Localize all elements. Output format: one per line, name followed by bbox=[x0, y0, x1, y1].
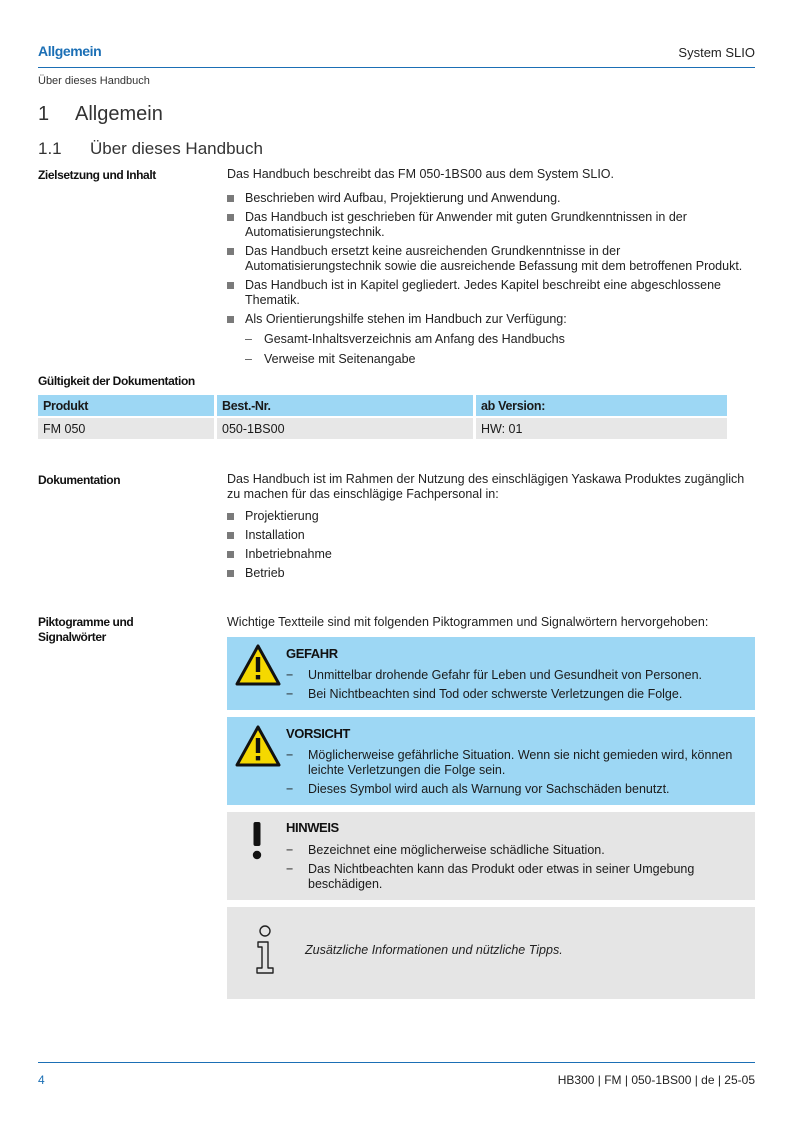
table-header-cell: Best.-Nr. bbox=[217, 395, 473, 416]
notice-list bbox=[286, 843, 741, 896]
footer-divider bbox=[38, 1062, 755, 1063]
section-heading bbox=[38, 139, 263, 159]
caution-list bbox=[286, 748, 741, 801]
goal-bullet-list bbox=[227, 191, 755, 327]
info-icon bbox=[252, 924, 278, 976]
list-item: – Gesamt-Inhaltsverzeichnis am Anfang des Handbuchs bbox=[227, 332, 755, 347]
list-item: Als Orientierungshilfe stehen im Handbuch zur Verfügung: bbox=[227, 312, 755, 327]
list-item: − Unmittelbar drohende Gefahr für Leben und Gesundheit von Personen. bbox=[286, 668, 741, 683]
list-item: Das Handbuch ist geschrieben für Anwender mit guten Grundkenntnissen in der Automatisierungstechnik. bbox=[227, 210, 755, 240]
info-box bbox=[227, 907, 755, 999]
info-text: Zusätzliche Informationen und nützliche Tipps. bbox=[305, 943, 563, 957]
warning-triangle-icon bbox=[235, 644, 281, 686]
goal-intro: Das Handbuch beschreibt das FM 050-1BS00 aus dem System SLIO. bbox=[227, 167, 614, 181]
documentation-label: Dokumentation bbox=[38, 473, 121, 487]
exclamation-icon bbox=[245, 820, 269, 862]
validity-table bbox=[35, 395, 730, 439]
table-row bbox=[38, 416, 727, 439]
document-reference: HB300 | FM | 050-1BS00 | de | 25-05 bbox=[557, 1073, 755, 1087]
goal-label: Zielsetzung und Inhalt bbox=[38, 168, 156, 182]
notice-box bbox=[227, 812, 755, 900]
list-item: Betrieb bbox=[227, 566, 755, 581]
list-item: − Bei Nichtbeachten sind Tod oder schwerste Verletzungen die Folge. bbox=[286, 687, 741, 702]
list-item: Das Handbuch ist in Kapitel gegliedert. Jedes Kapitel beschreibt eine abgeschlossene Thematik. bbox=[227, 278, 755, 308]
documentation-list bbox=[227, 509, 755, 581]
list-item: − Möglicherweise gefährliche Situation. Wenn sie nicht gemieden wird, können leichte Verletzungen die Folge sein. bbox=[286, 748, 741, 778]
header-divider bbox=[38, 67, 755, 68]
caution-title: VORSICHT bbox=[286, 726, 350, 741]
danger-list bbox=[286, 668, 741, 706]
section-title: Über dieses Handbuch bbox=[90, 139, 263, 158]
table-header-row bbox=[38, 395, 727, 416]
section-number: 1.1 bbox=[38, 139, 62, 158]
caution-box bbox=[227, 717, 755, 805]
documentation-section bbox=[227, 472, 755, 581]
pictograms-label: Piktogramme und Signalwörter bbox=[38, 615, 134, 644]
page-number: 4 bbox=[38, 1073, 45, 1087]
table-cell: FM 050 bbox=[38, 416, 214, 439]
list-item: − Dieses Symbol wird auch als Warnung vor Sachschäden benutzt. bbox=[286, 782, 741, 797]
chapter-heading bbox=[38, 103, 163, 126]
table-header-cell: ab Version: bbox=[476, 395, 727, 416]
chapter-number: 1 bbox=[38, 103, 50, 125]
chapter-title: Allgemein bbox=[75, 103, 163, 125]
table-cell: 050-1BS00 bbox=[217, 416, 473, 439]
list-item: Projektierung bbox=[227, 509, 755, 524]
table-header-cell: Produkt bbox=[38, 395, 214, 416]
header-product-name: System SLIO bbox=[678, 45, 755, 60]
list-item: Inbetriebnahme bbox=[227, 547, 755, 562]
validity-table-wrap bbox=[35, 395, 730, 439]
header-section-title: Allgemein bbox=[38, 43, 102, 59]
danger-title: GEFAHR bbox=[286, 646, 338, 661]
breadcrumb: Über dieses Handbuch bbox=[38, 75, 150, 87]
table-cell: HW: 01 bbox=[476, 416, 727, 439]
notice-title: HINWEIS bbox=[286, 820, 339, 835]
validity-label: Gültigkeit der Dokumentation bbox=[38, 374, 195, 388]
list-item: – Verweise mit Seitenangabe bbox=[227, 352, 755, 367]
goal-section bbox=[227, 167, 755, 367]
goal-sub-list bbox=[227, 332, 755, 367]
list-item: − Das Nichtbeachten kann das Produkt oder etwas in seiner Umgebung beschädigen. bbox=[286, 862, 741, 892]
list-item: Installation bbox=[227, 528, 755, 543]
warning-triangle-icon bbox=[235, 725, 281, 767]
pictograms-intro: Wichtige Textteile sind mit folgenden Piktogrammen und Signalwörtern hervorgehoben: bbox=[227, 615, 709, 629]
list-item: − Bezeichnet eine möglicherweise schädliche Situation. bbox=[286, 843, 741, 858]
list-item: Beschrieben wird Aufbau, Projektierung und Anwendung. bbox=[227, 191, 755, 206]
documentation-intro: Das Handbuch ist im Rahmen der Nutzung des einschlägigen Yaskawa Produktes zugänglich zu machen für das einschlägige Fachpersonal in: bbox=[227, 472, 745, 501]
list-item: Das Handbuch ersetzt keine ausreichenden Grundkenntnisse in der Automatisierungstechnik sowie die ausreichende Befassung mit dem betroffenen Produkt. bbox=[227, 244, 755, 274]
danger-box bbox=[227, 637, 755, 710]
